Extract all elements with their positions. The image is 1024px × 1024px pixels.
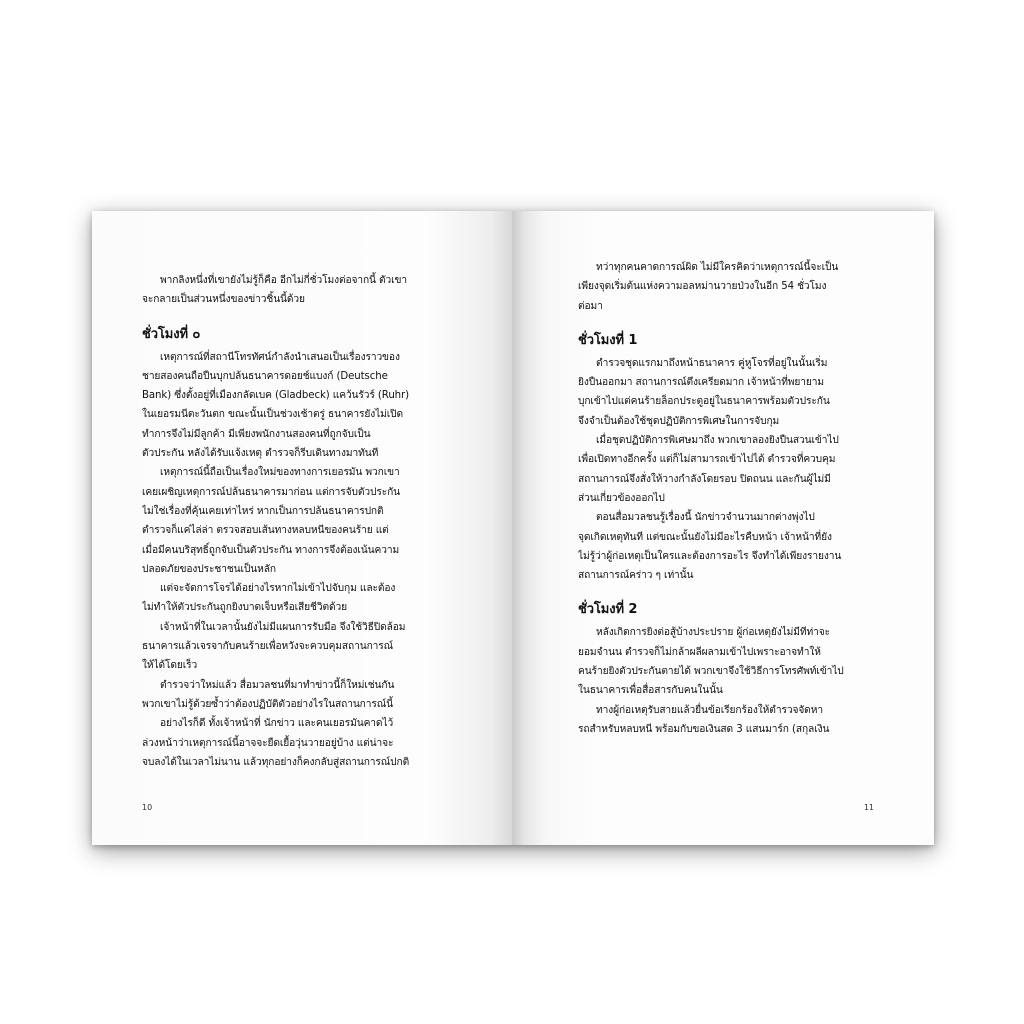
text-line: คนร้ายยิงตัวประกันตายได้ พวกเขาจึงใช้วิธีการโทรศัพท์เข้าไป [578, 666, 844, 678]
text-line: ไม่ใช่เรื่องที่คุ้นเคยเท่าไหร่ หากเป็นการปล้นธนาคารปกติ [142, 505, 384, 517]
text-line: พวกเขาไม่รู้ด้วยซ้ำว่าต้องปฏิบัติตัวอย่างไรในสถานการณ์นี้ [142, 698, 393, 710]
text-line: จึงจำเป็นต้องใช้ชุดปฏิบัติการพิเศษในการจับกุม [578, 415, 780, 427]
text-line: เคยเผชิญเหตุการณ์ปล้นธนาคารมาก่อน แต่การจับตัวประกัน [142, 486, 401, 498]
text-line: ธนาคารแล้วเจรจากับคนร้ายเพื่อหวังจะควบคุมสถานการณ์ [142, 641, 394, 653]
left-page-text [142, 271, 475, 772]
text-line: ยิงปืนออกมา สถานการณ์ตึงเครียดมาก เจ้าหน้าที่พยายาม [578, 377, 825, 389]
text-line: เจ้าหน้าที่ในเวลานั้นยังไม่มีแผนการรับมือ จึงใช้วิธีปิดล้อม [160, 621, 406, 633]
text-line: หลังเกิดการยิงต่อสู้บ้างประปราย ผู้ก่อเหตุยังไม่มีทีท่าจะ [596, 627, 830, 639]
text-line: ชายสองคนถือปืนบุกปล้นธนาคารดอยช์แบงก์ (Deutsche [142, 370, 388, 382]
text-line: ตำรวจชุดแรกมาถึงหน้าธนาคาร คู่หูโจรที่อยู่ในนั้นเริ่ม [596, 357, 828, 369]
text-line: สถานการณ์คร่าว ๆ เท่านั้น [578, 570, 694, 582]
text-line: เหตุการณ์นี้ถือเป็นเรื่องใหม่ของทางการเยอรมัน พวกเขา [160, 467, 400, 479]
text-line: ทว่าทุกคนคาดการณ์ผิด ไม่มีใครคิดว่าเหตุการณ์นี้จะเป็น [596, 262, 839, 273]
text-line: ปลอดภัยของประชาชนเป็นหลัก [142, 563, 276, 575]
text-line: เพื่อเปิดทางอีกครั้ง แต่ก็ไม่สามารถเข้าไปได้ ตำรวจที่ควบคุม [578, 454, 836, 466]
text-line: ล่วงหน้าว่าเหตุการณ์นี้อาจจะยืดเยื้อวุ่นวายอยู่บ้าง แต่น่าจะ [142, 737, 394, 749]
text-line: ทางผู้ก่อเหตุรับสายแล้วยื่นข้อเรียกร้องให้ตำรวจจัดหา [596, 704, 823, 716]
right-page [512, 211, 934, 845]
open-book-spread [92, 211, 934, 845]
text-line: อย่างไรก็ดี ทั้งเจ้าหน้าที่ นักข่าว และคนเยอรมันคาดไว้ [160, 718, 394, 730]
text-line: ทำการจึงไม่มีลูกค้า มีเพียงพนักงานสองคนที่ถูกจับเป็น [142, 428, 371, 440]
text-line: รถสำหรับหลบหนี พร้อมกับขอเงินสด 3 แสนมาร์ก (สกุลเงิน [578, 723, 830, 735]
right-page-text [578, 258, 894, 739]
text-line: ส่วนเกี่ยวข้องออกไป [578, 492, 665, 504]
text-line: เหตุการณ์ที่สถานีโทรทัศน์กำลังนำเสนอเป็นเรื่องราวของ [160, 351, 400, 363]
text-line: เพียงจุดเริ่มต้นแห่งความอลหม่านวายป่วงในอีก 54 ชั่วโมง [578, 281, 827, 293]
text-line: จบลงได้ในเวลาไม่นาน แล้วทุกอย่างก็คงกลับสู่สถานการณ์ปกติ [142, 756, 410, 768]
text-line: ไม่รู้ว่าผู้ก่อเหตุเป็นใครและต้องการอะไร จึงทำได้เพียงรายงาน [578, 550, 842, 562]
text-line: ตำรวจว่าใหม่แล้ว สื่อมวลชนที่มาทำข่าวนี้ก็ใหม่เช่นกัน [160, 679, 395, 691]
text-line: แต่จะจัดการโจรได้อย่างไรหากไม่เข้าไปจับกุม และต้อง [160, 583, 396, 595]
text-line: เมื่อชุดปฏิบัติการพิเศษมาถึง พวกเขาลองยิงปืนสวนเข้าไป [596, 435, 839, 447]
text-line: ตำรวจก็แค่ไล่ล่า ตรวจสอบเส้นทางหลบหนีของคนร้าย แต่ [142, 525, 389, 537]
text-line: บุกเข้าไปแต่คนร้ายล็อกประตูอยู่ในธนาคารพร้อมตัวประกัน [578, 396, 830, 408]
text-line: Bank) ซึ่งตั้งอยู่ที่เมืองกลัดเบค (Gladbeck) แคว้นรัวร์ (Ruhr) [142, 390, 409, 402]
text-line: จะกลายเป็นส่วนหนึ่งของข่าวชิ้นนี้ด้วย [142, 294, 305, 306]
left-page [92, 211, 512, 845]
text-line: พากลิงหนึ่งที่เขายังไม่รู้ก็คือ อีกไม่กี่ชั่วโมงต่อจากนี้ ตัวเขา [160, 275, 408, 286]
text-line: ไม่ทำให้ตัวประกันถูกยิงบาดเจ็บหรือเสียชีวิตด้วย [142, 602, 347, 614]
text-line: ตัวประกัน หลังได้รับแจ้งเหตุ ตำรวจก็รีบเดินทางมาทันที [142, 448, 379, 460]
text-line: ตอนสื่อมวลชนรู้เรื่องนี้ นักข่าวจำนวนมากต่างพุ่งไป [596, 512, 815, 524]
text-line: ให้ได้โดยเร็ว [142, 660, 198, 672]
text-line: เมื่อมีคนบริสุทธิ์ถูกจับเป็นตัวประกัน ทางการจึงต้องเน้นความ [142, 544, 400, 556]
text-line: ในธนาคารเพื่อสื่อสารกับคนในนั้น [578, 685, 723, 697]
right-page-number: 11 [863, 803, 874, 812]
left-page-number: 10 [142, 803, 153, 812]
section-heading: ชั่วโมงที่ 2 [578, 602, 638, 618]
text-line: ต่อมา [578, 300, 603, 312]
text-line: ในเยอรมนีตะวันตก ขณะนั้นเป็นช่วงเช้าตรู่ ธนาคารยังไม่เปิด [142, 409, 403, 421]
text-line: จุดเกิดเหตุทันที แต่ขณะนั้นยังไม่มีอะไรคืบหน้า เจ้าหน้าที่ยัง [578, 531, 832, 543]
section-heading: ชั่วโมงที่ ๐ [142, 326, 201, 342]
section-heading: ชั่วโมงที่ 1 [578, 332, 638, 348]
text-line: ยอมจำนน ตำรวจก็ไม่กล้าผลีผลามเข้าไปเพราะอาจทำให้ [578, 646, 821, 658]
text-line: สถานการณ์จึงสั่งให้วางกำลังโดยรอบ ปิดถนน และกันผู้ไม่มี [578, 473, 831, 485]
